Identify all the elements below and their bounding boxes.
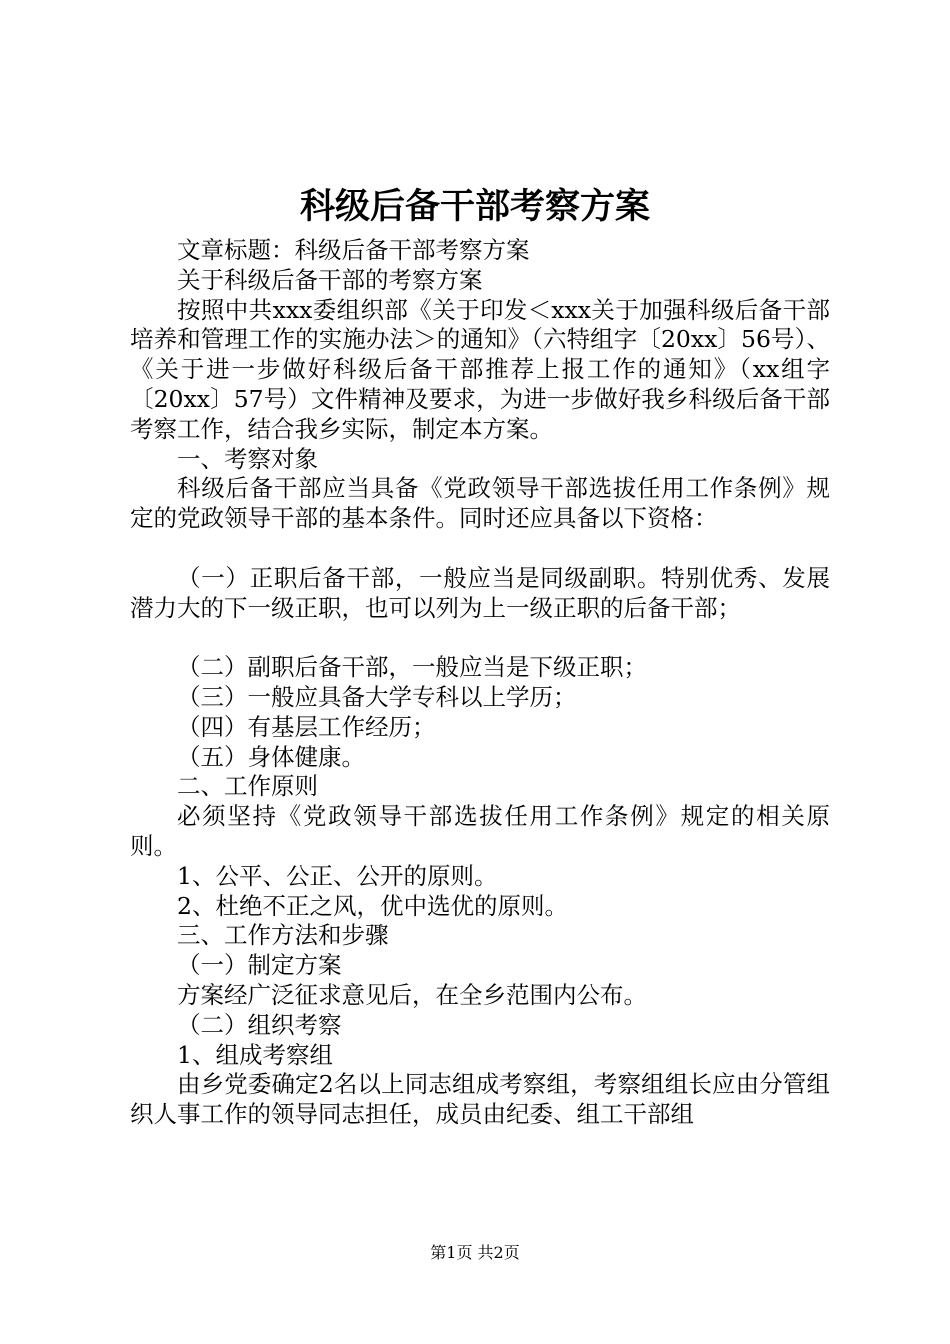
section-heading-3: 三、工作方法和步骤 — [177, 921, 389, 950]
blank-line — [130, 623, 830, 653]
subsection-heading-1: （一）制定方案 — [177, 951, 342, 980]
paragraph-team: 由乡党委确定2名以上同志组成考察组，考察组组长应由分管组织人事工作的领导同志担任，成员由纪委、组工干部组 — [130, 1070, 830, 1129]
list-item-1: （一）正职后备干部，一般应当是同级副职。特别优秀、发展潜力大的下一级正职，也可以列为上一级正职的后备干部； — [130, 563, 830, 622]
section-heading-2: 二、工作原则 — [177, 772, 318, 801]
step-heading-1: 1、组成考察组 — [177, 1040, 333, 1069]
principle-2: 2、杜绝不正之风，优中选优的原则。 — [177, 891, 568, 920]
paragraph-article-title: 文章标题：科级后备干部考察方案 — [177, 236, 530, 264]
list-item-3: （三）一般应具备大学专科以上学历； — [177, 682, 577, 711]
list-item-2: （二）副职后备干部，一般应当是下级正职； — [177, 653, 647, 682]
paragraph-qualifications: 科级后备干部应当具备《党政领导干部选拔任用工作条例》规定的党政领导干部的基本条件。同时还应具备以下资格： — [130, 474, 830, 533]
paragraph-intro: 按照中共xxx委组织部《关于印发＜xxx关于加强科级后备干部培养和管理工作的实施办法＞的通知》（六特组字〔20xx〕56号）、《关于进一步做好科级后备干部推荐上报工作的通知》（xx组字〔20xx〕57号）文件精神及要求，为进一步做好我乡科级后备干部考察工作，结合我乡实际，制定本方案。 — [130, 295, 830, 443]
paragraph-subtitle: 关于科级后备干部的考察方案 — [177, 265, 483, 294]
subsection-heading-2: （二）组织考察 — [177, 1010, 342, 1039]
list-item-4: （四）有基层工作经历； — [177, 712, 436, 741]
paragraph-principles: 必须坚持《党政领导干部选拔任用工作条例》规定的相关原则。 — [130, 802, 830, 860]
document-body — [130, 236, 830, 1130]
blank-line — [130, 534, 830, 564]
paragraph-plan: 方案经广泛征求意见后，在全乡范围内公布。 — [177, 980, 647, 1009]
page-number: 第1页 共2页 — [430, 1243, 520, 1262]
section-heading-1: 一、考察对象 — [177, 444, 318, 473]
principle-1: 1、公平、公正、公开的原则。 — [177, 861, 498, 890]
list-item-5: （五）身体健康。 — [177, 742, 365, 771]
document-title: 科级后备干部考察方案 — [299, 186, 650, 227]
